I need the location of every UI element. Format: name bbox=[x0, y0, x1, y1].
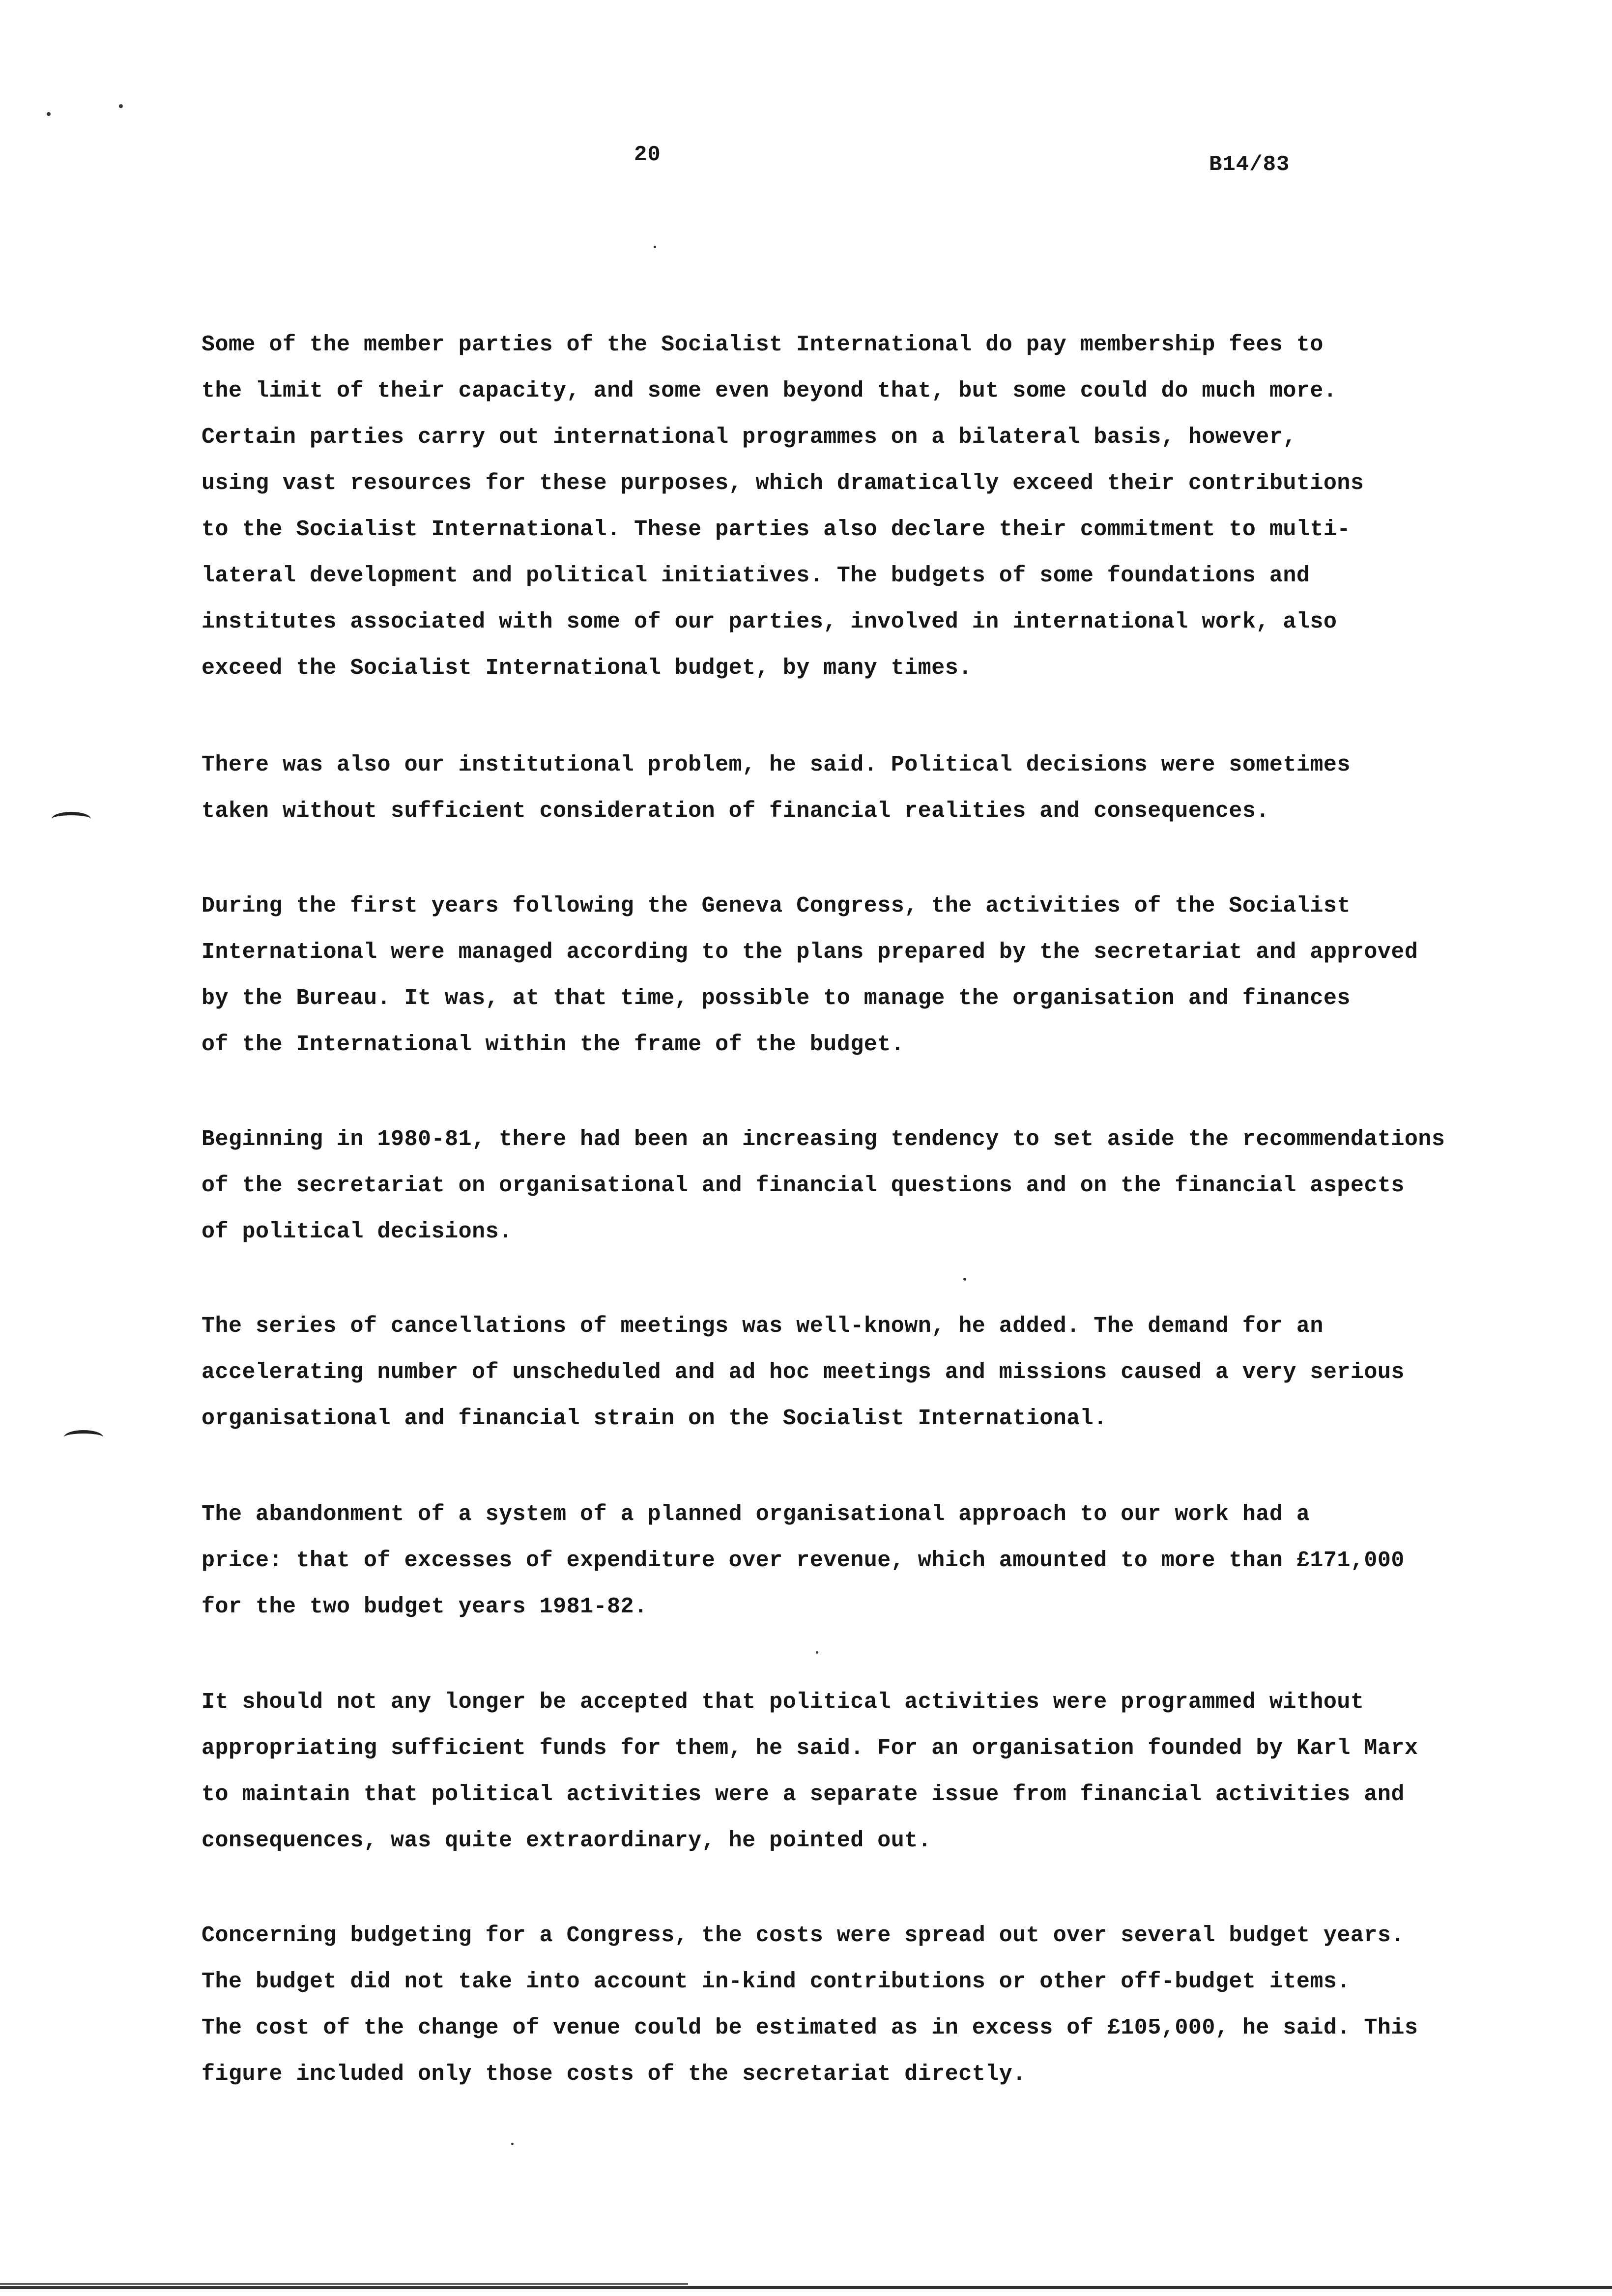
text-line: of the International within the frame of the budget. bbox=[202, 1032, 905, 1057]
text-line: for the two budget years 1981-82. bbox=[202, 1594, 648, 1619]
text-line: institutes associated with some of our parties, involved in international work, also bbox=[202, 609, 1337, 634]
text-line: the limit of their capacity, and some even beyond that, but some could do much more. bbox=[202, 378, 1337, 403]
scan-speck bbox=[816, 1651, 818, 1654]
text-line: Certain parties carry out international programmes on a bilateral basis, however, bbox=[202, 425, 1296, 450]
page-bottom-border bbox=[0, 2286, 1612, 2289]
text-line: During the first years following the Geneva Congress, the activities of the Socialist bbox=[202, 893, 1351, 918]
text-line: to maintain that political activities were a separate issue from financial activities and bbox=[202, 1782, 1405, 1807]
paragraph-7 bbox=[202, 1679, 1499, 1864]
text-line: Some of the member parties of the Socialist International do pay membership fees to bbox=[202, 332, 1324, 357]
paragraph-1 bbox=[202, 322, 1499, 691]
text-line: The cost of the change of venue could be estimated as in excess of £105,000, he said. This bbox=[202, 2015, 1418, 2040]
text-line: lateral development and political initiatives. The budgets of some foundations and bbox=[202, 563, 1310, 588]
text-line: organisational and financial strain on the Socialist International. bbox=[202, 1406, 1107, 1431]
text-line: exceed the Socialist International budget, by many times. bbox=[202, 656, 972, 681]
paragraph-8 bbox=[202, 1913, 1499, 2097]
scan-speck bbox=[511, 2143, 514, 2145]
text-line: accelerating number of unscheduled and ad hoc meetings and missions caused a very serious bbox=[202, 1360, 1405, 1385]
scan-speck bbox=[119, 104, 123, 108]
text-line: The series of cancellations of meetings was well-known, he added. The demand for an bbox=[202, 1314, 1324, 1339]
margin-mark bbox=[52, 812, 91, 826]
margin-mark bbox=[64, 1430, 103, 1444]
text-line: The abandonment of a system of a planned organisational approach to our work had a bbox=[202, 1502, 1310, 1527]
text-line: appropriating sufficient funds for them, he said. For an organisation founded by Karl Marx bbox=[202, 1736, 1418, 1761]
text-line: figure included only those costs of the secretariat directly. bbox=[202, 2062, 1026, 2087]
document-reference: B14/83 bbox=[1209, 152, 1290, 177]
text-line: There was also our institutional problem, he said. Political decisions were sometimes bbox=[202, 752, 1351, 777]
text-line: consequences, was quite extraordinary, he pointed out. bbox=[202, 1828, 932, 1853]
text-line: price: that of excesses of expenditure over revenue, which amounted to more than £171,000 bbox=[202, 1548, 1405, 1573]
page-number: 20 bbox=[634, 143, 661, 167]
paragraph-5 bbox=[202, 1303, 1499, 1442]
scan-speck bbox=[47, 112, 51, 116]
text-line: using vast resources for these purposes, which dramatically exceed their contributions bbox=[202, 471, 1364, 496]
scan-speck bbox=[654, 246, 656, 248]
scan-speck bbox=[963, 1278, 966, 1281]
paragraph-4 bbox=[202, 1117, 1499, 1255]
paragraph-3 bbox=[202, 883, 1499, 1068]
text-line: taken without sufficient consideration of financial realities and consequences. bbox=[202, 799, 1269, 824]
text-line: Beginning in 1980-81, there had been an increasing tendency to set aside the recommendations bbox=[202, 1127, 1445, 1152]
text-line: International were managed according to the plans prepared by the secretariat and approved bbox=[202, 940, 1418, 965]
text-line: of the secretariat on organisational and financial questions and on the financial aspects bbox=[202, 1173, 1405, 1198]
text-line: of political decisions. bbox=[202, 1219, 513, 1244]
page-edge-line bbox=[0, 2283, 688, 2285]
text-line: The budget did not take into account in-kind contributions or other off-budget items. bbox=[202, 1969, 1351, 1994]
text-line: to the Socialist International. These parties also declare their commitment to multi- bbox=[202, 517, 1351, 542]
text-line: by the Bureau. It was, at that time, possible to manage the organisation and finances bbox=[202, 986, 1351, 1011]
text-line: Concerning budgeting for a Congress, the costs were spread out over several budget years. bbox=[202, 1923, 1405, 1948]
paragraph-2 bbox=[202, 742, 1499, 834]
text-line: It should not any longer be accepted that political activities were programmed without bbox=[202, 1690, 1364, 1715]
paragraph-6 bbox=[202, 1492, 1499, 1630]
